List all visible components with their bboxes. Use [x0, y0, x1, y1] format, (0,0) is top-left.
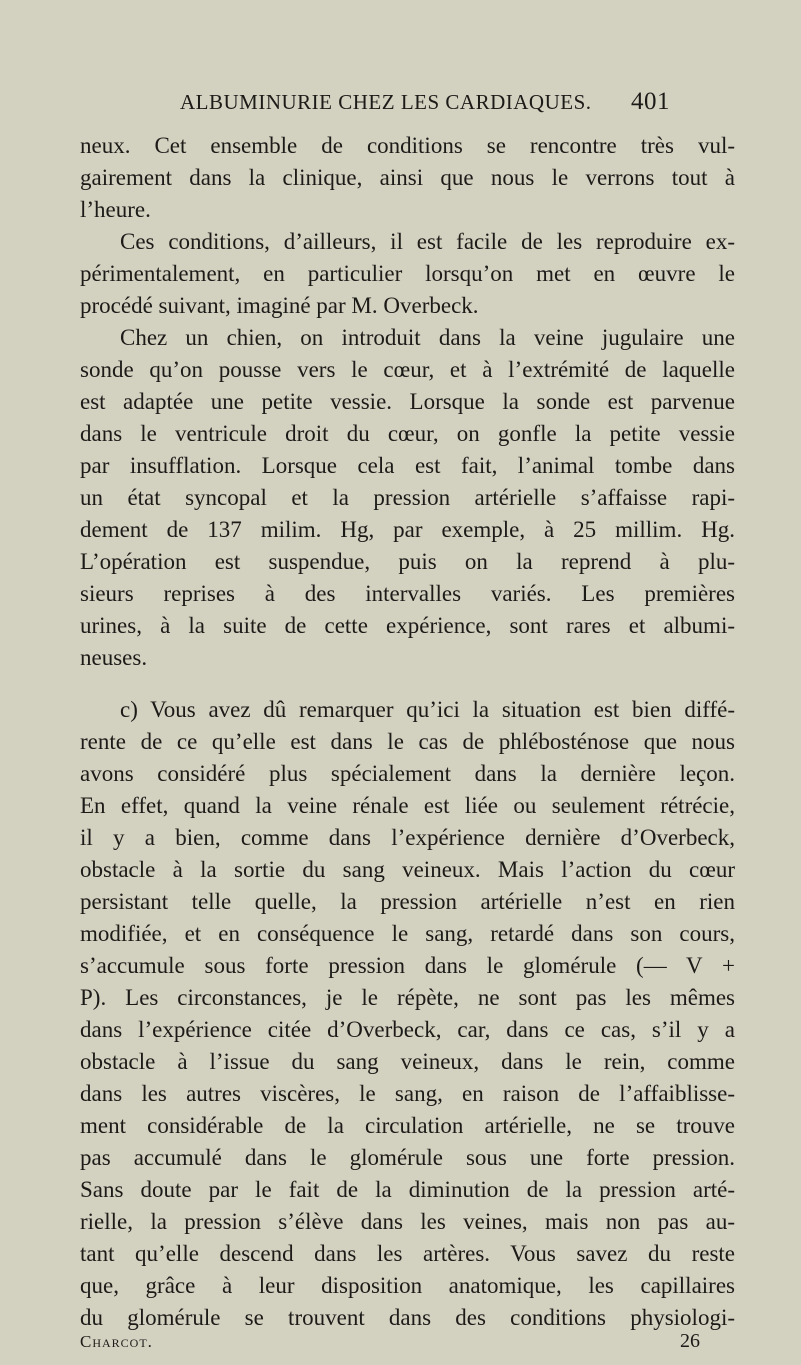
- text-line: neuses.: [80, 645, 148, 670]
- text-line: que, grâce à leur disposition anatomique, les capillaires: [80, 1273, 735, 1298]
- text-line: du glomérule se trouvent dans des conditions physiologi-: [80, 1305, 735, 1330]
- text-line: tant qu’elle descend dans les artères. Vous savez du reste: [80, 1241, 735, 1266]
- text-line: par insufflation. Lorsque cela est fait, l’animal tombe dans: [80, 453, 735, 478]
- sheet-number: 26: [680, 1330, 700, 1352]
- text-line: dans le ventricule droit du cœur, on gonfle la petite vessie: [80, 421, 735, 446]
- text-line: sieurs reprises à des intervalles variés. Les premières: [80, 581, 735, 606]
- text-line: procédé suivant, imaginé par M. Overbeck.: [80, 293, 479, 318]
- text-line: l’heure.: [80, 197, 151, 222]
- text-line: obstacle à l’issue du sang veineux, dans le rein, comme: [80, 1049, 735, 1074]
- text-line: P). Les circonstances, je le répète, ne sont pas les mêmes: [80, 985, 735, 1010]
- text-line: dans l’expérience citée d’Overbeck, car, dans ce cas, s’il y a: [80, 1017, 735, 1042]
- text-line: rielle, la pression s’élève dans les veines, mais non pas au-: [80, 1209, 735, 1234]
- running-title: ALBUMINURIE CHEZ LES CARDIAQUES.: [180, 90, 592, 114]
- text-line: neux. Cet ensemble de conditions se rencontre très vul-: [80, 133, 735, 158]
- text-line: est adaptée une petite vessie. Lorsque la sonde est parvenue: [80, 389, 735, 414]
- text-line: sonde qu’on pousse vers le cœur, et à l’extrémité de laquelle: [80, 357, 735, 382]
- text-line: persistant telle quelle, la pression artérielle n’est en rien: [80, 889, 735, 914]
- text-line: c) Vous avez dû remarquer qu’ici la situation est bien diffé-: [120, 697, 735, 722]
- text-line: périmentalement, en particulier lorsqu’on met en œuvre le: [80, 261, 735, 286]
- text-line: obstacle à la sortie du sang veineux. Mais l’action du cœur: [80, 857, 735, 882]
- text-line: rente de ce qu’elle est dans le cas de phlébosténose que nous: [80, 729, 735, 754]
- text-line: En effet, quand la veine rénale est liée ou seulement rétrécie,: [80, 793, 735, 818]
- text-line: gairement dans la clinique, ainsi que nous le verrons tout à: [80, 165, 735, 190]
- page-number: 401: [631, 88, 670, 115]
- text-line: s’accumule sous forte pression dans le glomérule (— V +: [80, 953, 735, 978]
- text-line: dans les autres viscères, le sang, en raison de l’affaiblisse-: [80, 1081, 735, 1106]
- text-line: Chez un chien, on introduit dans la veine jugulaire une: [120, 325, 735, 350]
- text-line: urines, à la suite de cette expérience, sont rares et albumi-: [80, 613, 735, 638]
- text-line: Ces conditions, d’ailleurs, il est facile de les reproduire ex-: [120, 229, 735, 254]
- text-line: L’opération est suspendue, puis on la reprend à plu-: [80, 549, 735, 574]
- signature-mark: Charcot.: [80, 1332, 153, 1351]
- text-line: dement de 137 milim. Hg, par exemple, à 25 millim. Hg.: [80, 517, 735, 542]
- running-head: [180, 90, 670, 120]
- text-line: ment considérable de la circulation artérielle, ne se trouve: [80, 1113, 735, 1138]
- text-line: Sans doute par le fait de la diminution de la pression arté-: [80, 1177, 735, 1202]
- text-line: il y a bien, comme dans l’expérience dernière d’Overbeck,: [80, 825, 735, 850]
- text-line: pas accumulé dans le glomérule sous une forte pression.: [80, 1145, 735, 1170]
- text-line: modifiée, et en conséquence le sang, retardé dans son cours,: [80, 921, 735, 946]
- text-line: un état syncopal et la pression artérielle s’affaisse rapi-: [80, 485, 735, 510]
- text-line: avons considéré plus spécialement dans la dernière leçon.: [80, 761, 735, 786]
